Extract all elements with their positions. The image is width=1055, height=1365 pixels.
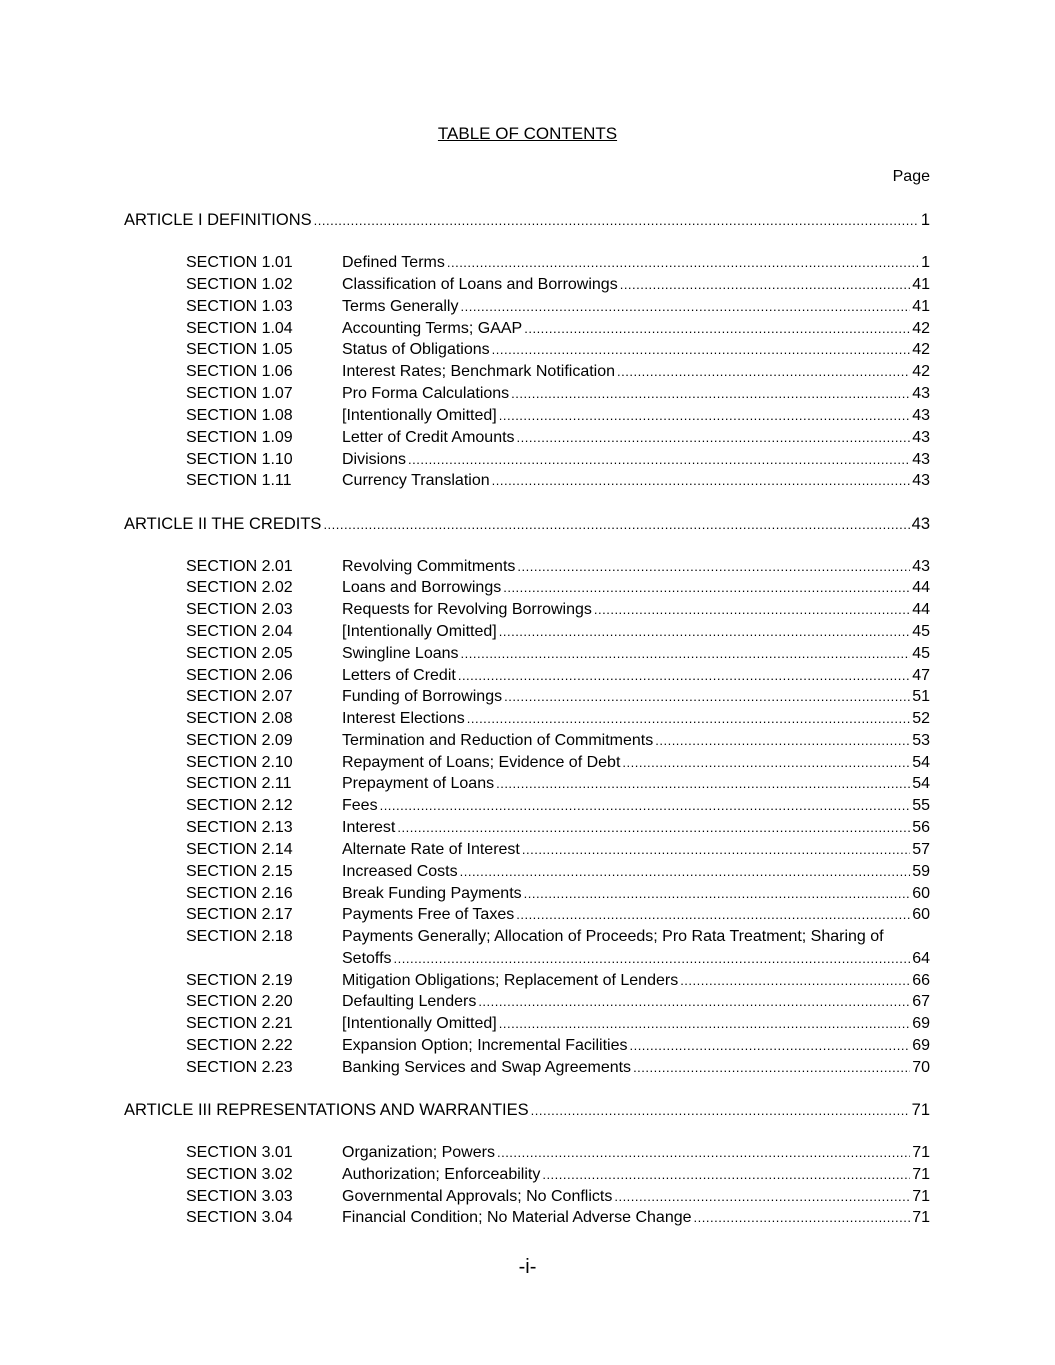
page-number: 43 [911, 515, 930, 533]
section-title: Letter of Credit Amounts [342, 429, 515, 446]
dot-leader [542, 1165, 910, 1185]
section-title: Organization; Powers [342, 1144, 495, 1161]
page-number: 43 [912, 429, 930, 446]
page-number: 59 [912, 863, 930, 880]
toc-section[interactable] [186, 362, 930, 382]
dot-leader [499, 1014, 910, 1034]
toc-section[interactable] [186, 971, 930, 991]
dot-leader [408, 450, 910, 470]
section-number: SECTION 2.20 [186, 993, 293, 1010]
page-number: 71 [912, 1144, 930, 1161]
page-number: 43 [912, 385, 930, 402]
toc-section[interactable] [186, 644, 930, 664]
section-number: SECTION 2.12 [186, 797, 293, 814]
page-number: 71 [911, 1101, 930, 1119]
page-number: 42 [912, 341, 930, 358]
toc-section[interactable] [186, 1187, 930, 1207]
dot-leader [380, 796, 911, 816]
section-title: Alternate Rate of Interest [342, 841, 520, 858]
section-number: SECTION 2.13 [186, 819, 293, 836]
section-number: SECTION 1.10 [186, 451, 293, 468]
section-number: SECTION 1.06 [186, 363, 293, 380]
page-number: 42 [912, 363, 930, 380]
dot-leader [594, 600, 910, 620]
dot-leader [522, 840, 910, 860]
dot-leader [460, 297, 910, 317]
section-title: Mitigation Obligations; Replacement of Lenders [342, 972, 679, 989]
section-number: SECTION 1.11 [186, 472, 292, 489]
section-number: SECTION 2.02 [186, 579, 293, 596]
page-number: 55 [912, 797, 930, 814]
section-number: SECTION 1.08 [186, 407, 293, 424]
toc-section[interactable] [186, 862, 930, 882]
section-number: SECTION 1.09 [186, 429, 293, 446]
section-number: SECTION 2.21 [186, 1015, 293, 1032]
section-title: Loans and Borrowings [342, 579, 502, 596]
toc-section[interactable] [186, 992, 930, 1012]
page-footer-number: -i- [518, 1256, 537, 1278]
toc-section[interactable] [186, 731, 930, 751]
section-title: Repayment of Loans; Evidence of Debt [342, 754, 621, 771]
section-title-continuation: Setoffs [342, 950, 392, 967]
toc-section[interactable] [186, 1014, 930, 1034]
page-number: 44 [912, 579, 930, 596]
page-number: 71 [912, 1166, 930, 1183]
toc-title: TABLE OF CONTENTS [437, 124, 618, 143]
toc-section[interactable] [186, 687, 930, 707]
page-number: 60 [912, 906, 930, 923]
section-title: Currency Translation [342, 472, 490, 489]
section-number: SECTION 2.17 [186, 906, 293, 923]
section-title: Termination and Reduction of Commitments [342, 732, 654, 749]
page-number: 51 [912, 688, 930, 705]
section-title: Revolving Commitments [342, 558, 516, 575]
page-number: 69 [912, 1015, 930, 1032]
section-number: SECTION 2.11 [186, 775, 292, 792]
page-number: 56 [912, 819, 930, 836]
dot-leader [511, 384, 910, 404]
article-title: ARTICLE III REPRESENTATIONS AND WARRANTIES [124, 1101, 529, 1119]
page-number: 69 [912, 1037, 930, 1054]
page-number: 43 [912, 558, 930, 575]
section-number: SECTION 2.05 [186, 645, 293, 662]
toc-section[interactable] [186, 471, 930, 491]
toc-section[interactable] [186, 1165, 930, 1185]
section-title: [Intentionally Omitted] [342, 623, 497, 640]
section-number: SECTION 2.16 [186, 885, 293, 902]
section-number: SECTION 2.08 [186, 710, 293, 727]
page-number: 41 [912, 298, 930, 315]
dot-leader [496, 774, 910, 794]
toc-section[interactable] [186, 884, 930, 904]
section-number: SECTION 2.06 [186, 667, 293, 684]
section-number: SECTION 1.02 [186, 276, 293, 293]
dot-leader [492, 340, 911, 360]
page-number: 1 [921, 254, 930, 271]
dot-leader [397, 818, 910, 838]
section-number: SECTION 2.10 [186, 754, 293, 771]
page-number: 41 [912, 276, 930, 293]
section-title: Terms Generally [342, 298, 459, 315]
dot-leader [461, 644, 911, 664]
toc-section[interactable] [186, 384, 930, 404]
dot-leader [478, 992, 910, 1012]
toc-section[interactable] [186, 905, 930, 925]
toc-section[interactable] [186, 818, 930, 838]
section-title: Increased Costs [342, 863, 458, 880]
dot-leader [633, 1058, 910, 1078]
toc-section[interactable] [186, 450, 930, 470]
section-title: [Intentionally Omitted] [342, 1015, 497, 1032]
toc-article[interactable] [124, 514, 930, 534]
section-title: Defined Terms [342, 254, 445, 271]
dot-leader [499, 622, 910, 642]
section-title: Pro Forma Calculations [342, 385, 510, 402]
dot-leader [460, 862, 911, 882]
toc-section[interactable] [186, 406, 930, 426]
section-number: SECTION 3.02 [186, 1166, 293, 1183]
section-number: SECTION 2.23 [186, 1059, 293, 1076]
toc-section[interactable] [186, 428, 930, 448]
page-number: 70 [912, 1059, 930, 1076]
dot-leader [499, 406, 910, 426]
page-number: 44 [912, 601, 930, 618]
dot-leader [517, 557, 910, 577]
section-title: Payments Free of Taxes [342, 906, 515, 923]
section-number: SECTION 2.03 [186, 601, 293, 618]
page-number: 71 [912, 1209, 930, 1226]
section-title: Accounting Terms; GAAP [342, 320, 523, 337]
section-number: SECTION 2.04 [186, 623, 293, 640]
dot-leader [458, 666, 910, 686]
page-number: 64 [912, 950, 930, 967]
page-number: 45 [912, 623, 930, 640]
section-title: Interest [342, 819, 396, 836]
section-number: SECTION 2.01 [186, 558, 293, 575]
dot-leader [492, 471, 911, 491]
toc-section[interactable] [186, 1036, 930, 1056]
dot-leader [517, 428, 911, 448]
toc-section[interactable] [186, 600, 930, 620]
page-number: 43 [912, 472, 930, 489]
section-number: SECTION 1.03 [186, 298, 293, 315]
dot-leader [394, 949, 911, 969]
toc-section[interactable] [186, 557, 930, 577]
section-number: SECTION 2.22 [186, 1037, 293, 1054]
dot-leader [629, 1036, 910, 1056]
dot-leader [524, 884, 911, 904]
section-title: Interest Rates; Benchmark Notification [342, 363, 616, 380]
page-number: 53 [912, 732, 930, 749]
section-title: Classification of Loans and Borrowings [342, 276, 618, 293]
toc-section[interactable] [186, 340, 930, 360]
toc-section[interactable] [186, 774, 930, 794]
dot-leader [694, 1208, 911, 1228]
section-title: Break Funding Payments [342, 885, 522, 902]
section-title: Requests for Revolving Borrowings [342, 601, 592, 618]
article-title: ARTICLE I DEFINITIONS [124, 211, 312, 229]
section-title: Prepayment of Loans [342, 775, 495, 792]
dot-leader [516, 905, 910, 925]
toc-section[interactable] [186, 1208, 930, 1228]
section-number: SECTION 1.05 [186, 341, 293, 358]
section-title: Defaulting Lenders [342, 993, 477, 1010]
article-title: ARTICLE II THE CREDITS [124, 515, 322, 533]
section-number: SECTION 1.01 [186, 254, 293, 271]
dot-leader [617, 362, 910, 382]
dot-leader [323, 515, 909, 535]
toc-section[interactable] [186, 666, 930, 686]
section-number: SECTION 3.01 [186, 1144, 293, 1161]
dot-leader [680, 971, 910, 991]
section-number: SECTION 2.18 [186, 928, 293, 945]
section-title: Governmental Approvals; No Conflicts [342, 1188, 613, 1205]
section-title: Status of Obligations [342, 341, 490, 358]
section-number: SECTION 1.04 [186, 320, 293, 337]
section-title: Interest Elections [342, 710, 465, 727]
page-number: 43 [912, 407, 930, 424]
toc-section[interactable] [186, 253, 930, 273]
dot-leader [447, 253, 919, 273]
section-number: SECTION 1.07 [186, 385, 293, 402]
page-number: 47 [912, 667, 930, 684]
toc-section-continuation[interactable] [186, 949, 930, 969]
toc-section[interactable] [186, 709, 930, 729]
section-number: SECTION 2.09 [186, 732, 293, 749]
section-number: SECTION 3.03 [186, 1188, 293, 1205]
section-title: Banking Services and Swap Agreements [342, 1059, 632, 1076]
toc-article[interactable] [124, 210, 930, 230]
page-column-label: Page [892, 168, 930, 185]
page-number: 54 [912, 775, 930, 792]
page-number: 71 [912, 1188, 930, 1205]
toc-section[interactable] [186, 1058, 930, 1078]
toc-section[interactable] [186, 622, 930, 642]
page-number: 67 [912, 993, 930, 1010]
toc-section[interactable] [186, 578, 930, 598]
section-title: [Intentionally Omitted] [342, 407, 497, 424]
section-title: Financial Condition; No Material Adverse Change [342, 1209, 692, 1226]
toc-section[interactable] [186, 796, 930, 816]
dot-leader [655, 731, 910, 751]
section-title: Authorization; Enforceability [342, 1166, 541, 1183]
dot-leader [531, 1101, 910, 1121]
section-title: Payments Generally; Allocation of Proceeds; Pro Rata Treatment; Sharing of [342, 928, 884, 945]
section-number: SECTION 2.14 [186, 841, 293, 858]
section-number: SECTION 2.07 [186, 688, 293, 705]
section-number: SECTION 3.04 [186, 1209, 293, 1226]
toc-section[interactable] [186, 319, 930, 339]
dot-leader [497, 1143, 910, 1163]
page-number: 1 [920, 211, 930, 229]
toc-section[interactable] [186, 1143, 930, 1163]
page-number: 66 [912, 972, 930, 989]
page-number: 52 [912, 710, 930, 727]
toc-section[interactable] [186, 297, 930, 317]
section-title: Letters of Credit [342, 667, 456, 684]
toc-section[interactable] [186, 840, 930, 860]
page-number: 57 [912, 841, 930, 858]
section-number: SECTION 2.15 [186, 863, 293, 880]
dot-leader [622, 753, 910, 773]
section-title: Funding of Borrowings [342, 688, 503, 705]
section-number: SECTION 2.19 [186, 972, 293, 989]
dot-leader [620, 275, 911, 295]
page-number: 60 [912, 885, 930, 902]
section-title: Expansion Option; Incremental Facilities [342, 1037, 628, 1054]
toc-section[interactable] [186, 927, 930, 947]
dot-leader [524, 319, 910, 339]
dot-leader [314, 211, 919, 231]
dot-leader [504, 687, 910, 707]
dot-leader [467, 709, 910, 729]
section-title: Swingline Loans [342, 645, 459, 662]
page-number: 45 [912, 645, 930, 662]
toc-section[interactable] [186, 275, 930, 295]
toc-article[interactable] [124, 1100, 930, 1120]
dot-leader [503, 578, 910, 598]
toc-section[interactable] [186, 753, 930, 773]
page-number: 43 [912, 451, 930, 468]
dot-leader [614, 1187, 910, 1207]
section-title: Fees [342, 797, 378, 814]
page-number: 54 [912, 754, 930, 771]
page-number: 42 [912, 320, 930, 337]
section-title: Divisions [342, 451, 407, 468]
